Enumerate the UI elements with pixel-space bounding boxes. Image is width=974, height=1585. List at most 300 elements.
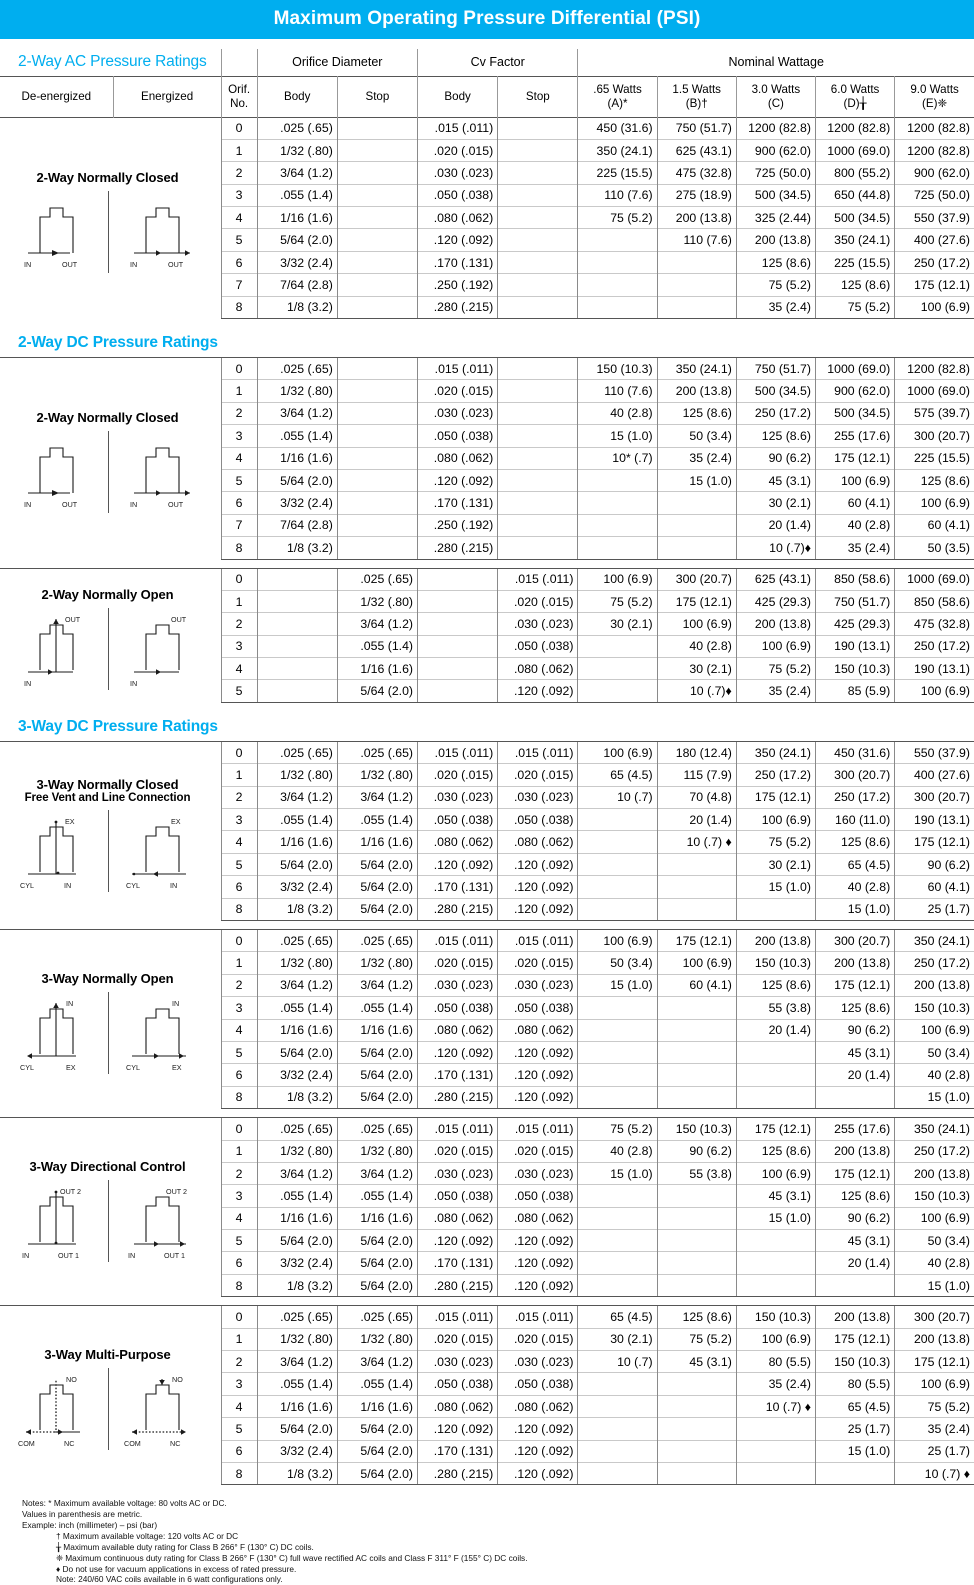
cell-watts-90: 350 (24.1) bbox=[895, 930, 974, 952]
cell-watts-15: 300 (20.7) bbox=[657, 568, 736, 590]
cell-od-stop: .055 (1.4) bbox=[337, 635, 417, 657]
cell-od-body: .055 (1.4) bbox=[257, 425, 337, 447]
cell-orifice-number: 0 bbox=[221, 117, 257, 139]
cell-watts-30 bbox=[736, 1274, 815, 1296]
cell-watts-90: 300 (20.7) bbox=[895, 1306, 974, 1328]
cell-od-stop bbox=[337, 274, 417, 296]
cell-watts-15 bbox=[657, 898, 736, 920]
cell-orifice-number: 8 bbox=[221, 296, 257, 318]
cell-watts-90: 150 (10.3) bbox=[895, 1185, 974, 1207]
cell-cv-body: .120 (.092) bbox=[418, 1418, 498, 1440]
cell-watts-60: 500 (34.5) bbox=[815, 402, 894, 424]
cell-cv-stop: .120 (.092) bbox=[498, 853, 578, 875]
cell-watts-60: 175 (12.1) bbox=[815, 447, 894, 469]
cell-cv-body: .015 (.011) bbox=[418, 930, 498, 952]
cell-watts-065: 15 (1.0) bbox=[578, 1162, 657, 1184]
cell-cv-body: .015 (.011) bbox=[418, 358, 498, 380]
note-line-4: † Maximum available voltage: 120 volts AC or DC bbox=[56, 1530, 239, 1541]
cell-cv-body: .015 (.011) bbox=[418, 1118, 498, 1140]
cell-cv-stop: .120 (.092) bbox=[498, 898, 578, 920]
cell-watts-30: 75 (5.2) bbox=[736, 658, 815, 680]
cell-watts-60: 150 (10.3) bbox=[815, 1351, 894, 1373]
cell-od-body: 1/32 (.80) bbox=[257, 1328, 337, 1350]
cell-watts-30: 725 (50.0) bbox=[736, 162, 815, 184]
cell-watts-60: 255 (17.6) bbox=[815, 425, 894, 447]
cell-watts-60: 200 (13.8) bbox=[815, 952, 894, 974]
cell-cv-body: .250 (.192) bbox=[418, 514, 498, 536]
cell-watts-15: 100 (6.9) bbox=[657, 952, 736, 974]
cell-watts-065 bbox=[578, 274, 657, 296]
cell-od-body: 3/64 (1.2) bbox=[257, 974, 337, 996]
cell-watts-60: 20 (1.4) bbox=[815, 1064, 894, 1086]
cell-watts-30: 100 (6.9) bbox=[736, 635, 815, 657]
cell-watts-15 bbox=[657, 1185, 736, 1207]
cell-watts-60: 500 (34.5) bbox=[815, 207, 894, 229]
cell-watts-90: 100 (6.9) bbox=[895, 492, 974, 514]
cell-watts-065: 110 (7.6) bbox=[578, 184, 657, 206]
cell-od-body: 1/32 (.80) bbox=[257, 764, 337, 786]
cell-watts-15 bbox=[657, 997, 736, 1019]
valve-diagram-3way-nc bbox=[0, 741, 221, 920]
cell-od-body: 1/8 (3.2) bbox=[257, 1274, 337, 1296]
cell-cv-stop: .015 (.011) bbox=[498, 930, 578, 952]
svg-text:EX: EX bbox=[65, 1062, 76, 1072]
cell-od-stop: 5/64 (2.0) bbox=[337, 853, 417, 875]
cell-od-body: 3/32 (2.4) bbox=[257, 1440, 337, 1462]
cell-watts-15 bbox=[657, 1019, 736, 1041]
cell-orifice-number: 8 bbox=[221, 1462, 257, 1484]
valve-diagram-de-energized bbox=[2, 431, 108, 513]
svg-text:COM: COM bbox=[17, 1439, 35, 1449]
cell-od-stop: 5/64 (2.0) bbox=[337, 898, 417, 920]
svg-text:OUT: OUT bbox=[61, 259, 77, 269]
note-line-1: Notes: * Maximum available voltage: 80 volts AC or DC. bbox=[22, 1497, 227, 1508]
cell-watts-90: 60 (4.1) bbox=[895, 514, 974, 536]
cell-watts-60: 450 (31.6) bbox=[815, 741, 894, 763]
cell-watts-15 bbox=[657, 274, 736, 296]
cell-orifice-number: 4 bbox=[221, 207, 257, 229]
cell-od-stop bbox=[337, 380, 417, 402]
cell-watts-60: 425 (29.3) bbox=[815, 613, 894, 635]
cell-cv-stop: .050 (.038) bbox=[498, 1185, 578, 1207]
cell-od-stop bbox=[337, 358, 417, 380]
cell-watts-065: 110 (7.6) bbox=[578, 380, 657, 402]
cell-od-stop bbox=[337, 162, 417, 184]
valve-diagram-2way-nc-ac bbox=[0, 117, 221, 319]
svg-text:IN: IN bbox=[130, 259, 138, 269]
cell-cv-stop bbox=[498, 251, 578, 273]
cell-od-stop: 3/64 (1.2) bbox=[337, 1351, 417, 1373]
cell-watts-065 bbox=[578, 1019, 657, 1041]
valve-diagram-de-energized bbox=[2, 1368, 108, 1450]
cell-cv-stop bbox=[498, 514, 578, 536]
cell-watts-90: 1000 (69.0) bbox=[895, 568, 974, 590]
cell-watts-30: 125 (8.6) bbox=[736, 1140, 815, 1162]
valve-diagram-energized bbox=[108, 431, 214, 513]
header-watts-60: 6.0 Watts (D)╁ bbox=[815, 76, 894, 117]
header-orifice-diameter: Orifice Diameter bbox=[257, 49, 417, 76]
cell-cv-body: .015 (.011) bbox=[418, 1306, 498, 1328]
note-line-7: ♦ Do not use for vacuum applications in excess of rated pressure. bbox=[56, 1563, 297, 1574]
cell-orifice-number: 0 bbox=[221, 358, 257, 380]
cell-watts-30: 30 (2.1) bbox=[736, 492, 815, 514]
cell-watts-065 bbox=[578, 997, 657, 1019]
cell-od-body: 3/64 (1.2) bbox=[257, 162, 337, 184]
cell-cv-stop bbox=[498, 184, 578, 206]
cell-watts-90: 200 (13.8) bbox=[895, 1328, 974, 1350]
cell-watts-15: 50 (3.4) bbox=[657, 425, 736, 447]
cell-od-body: .025 (.65) bbox=[257, 358, 337, 380]
group-gap-row bbox=[0, 702, 974, 711]
cell-od-body: .025 (.65) bbox=[257, 930, 337, 952]
cell-watts-065: 30 (2.1) bbox=[578, 613, 657, 635]
cell-watts-065 bbox=[578, 1373, 657, 1395]
cell-cv-body: .120 (.092) bbox=[418, 1041, 498, 1063]
cell-od-body: 1/32 (.80) bbox=[257, 380, 337, 402]
cell-cv-stop: .050 (.038) bbox=[498, 997, 578, 1019]
cell-od-body: 1/16 (1.6) bbox=[257, 1207, 337, 1229]
cell-od-stop: .025 (.65) bbox=[337, 1118, 417, 1140]
cell-od-stop bbox=[337, 492, 417, 514]
cell-od-stop: 3/64 (1.2) bbox=[337, 786, 417, 808]
cell-watts-30: 45 (3.1) bbox=[736, 469, 815, 491]
cell-watts-90: 15 (1.0) bbox=[895, 1086, 974, 1108]
svg-text:IN: IN bbox=[130, 678, 138, 688]
cell-od-body: 5/64 (2.0) bbox=[257, 1041, 337, 1063]
cell-watts-30: 125 (8.6) bbox=[736, 974, 815, 996]
cell-orifice-number: 3 bbox=[221, 1185, 257, 1207]
cell-watts-30: 35 (2.4) bbox=[736, 296, 815, 318]
cell-od-stop: 1/16 (1.6) bbox=[337, 831, 417, 853]
cell-watts-065 bbox=[578, 635, 657, 657]
svg-text:IN: IN bbox=[63, 880, 71, 890]
svg-text:EX: EX bbox=[64, 816, 75, 826]
cell-watts-15: 15 (1.0) bbox=[657, 469, 736, 491]
cell-od-body: 3/32 (2.4) bbox=[257, 1252, 337, 1274]
cell-watts-065: 10 (.7) bbox=[578, 1351, 657, 1373]
cell-od-stop: .055 (1.4) bbox=[337, 809, 417, 831]
cell-watts-60: 125 (8.6) bbox=[815, 997, 894, 1019]
cell-cv-body: .170 (.131) bbox=[418, 1064, 498, 1086]
cell-orifice-number: 0 bbox=[221, 741, 257, 763]
cell-watts-065: 65 (4.5) bbox=[578, 764, 657, 786]
svg-text:OUT 1: OUT 1 bbox=[164, 1250, 186, 1260]
valve-diagram-2way-nc-dc bbox=[0, 358, 221, 560]
section-heading-two-way-dc: 2-Way DC Pressure Ratings bbox=[18, 333, 218, 351]
cell-orifice-number: 5 bbox=[221, 1418, 257, 1440]
valve-diagram-de-energized bbox=[2, 810, 108, 892]
cell-od-body: 3/64 (1.2) bbox=[257, 1351, 337, 1373]
cell-od-stop bbox=[337, 207, 417, 229]
cell-od-stop bbox=[337, 425, 417, 447]
cell-od-body: 5/64 (2.0) bbox=[257, 1418, 337, 1440]
svg-text:OUT 2: OUT 2 bbox=[166, 1186, 188, 1196]
cell-watts-30: 150 (10.3) bbox=[736, 1306, 815, 1328]
cell-watts-30: 1200 (82.8) bbox=[736, 117, 815, 139]
spacer-orif bbox=[221, 49, 257, 76]
cell-od-body: 1/16 (1.6) bbox=[257, 447, 337, 469]
cell-watts-065: 15 (1.0) bbox=[578, 425, 657, 447]
cell-watts-60 bbox=[815, 1086, 894, 1108]
cell-od-body: 1/32 (.80) bbox=[257, 139, 337, 161]
valve-type-label: 2-Way Normally Closed bbox=[36, 410, 179, 426]
cell-cv-body: .080 (.062) bbox=[418, 1207, 498, 1229]
cell-watts-065 bbox=[578, 831, 657, 853]
cell-watts-30: 325 (2.44) bbox=[736, 207, 815, 229]
cell-watts-15: 180 (12.4) bbox=[657, 741, 736, 763]
cell-watts-30: 250 (17.2) bbox=[736, 764, 815, 786]
cell-od-stop: 1/32 (.80) bbox=[337, 590, 417, 612]
cell-watts-90: 50 (3.5) bbox=[895, 537, 974, 559]
cell-od-stop bbox=[337, 402, 417, 424]
cell-watts-90: 25 (1.7) bbox=[895, 1440, 974, 1462]
cell-od-body: 1/8 (3.2) bbox=[257, 898, 337, 920]
cell-watts-15: 200 (13.8) bbox=[657, 207, 736, 229]
cell-od-stop: 3/64 (1.2) bbox=[337, 613, 417, 635]
cell-cv-stop: .015 (.011) bbox=[498, 741, 578, 763]
cell-watts-065 bbox=[578, 469, 657, 491]
section-heading-row bbox=[0, 711, 974, 741]
cell-orifice-number: 3 bbox=[221, 1373, 257, 1395]
cell-watts-15 bbox=[657, 1230, 736, 1252]
cell-cv-body: .030 (.023) bbox=[418, 162, 498, 184]
cell-watts-60: 125 (8.6) bbox=[815, 1185, 894, 1207]
cell-watts-15: 40 (2.8) bbox=[657, 635, 736, 657]
cell-watts-065: 10 (.7) bbox=[578, 786, 657, 808]
cell-od-body: 3/32 (2.4) bbox=[257, 876, 337, 898]
cell-cv-body: .020 (.015) bbox=[418, 1140, 498, 1162]
cell-watts-30 bbox=[736, 1041, 815, 1063]
cell-watts-065: 450 (31.6) bbox=[578, 117, 657, 139]
cell-watts-065 bbox=[578, 876, 657, 898]
cell-watts-30: 125 (8.6) bbox=[736, 251, 815, 273]
cell-cv-stop: .120 (.092) bbox=[498, 1252, 578, 1274]
cell-watts-90: 15 (1.0) bbox=[895, 1274, 974, 1296]
cell-orifice-number: 0 bbox=[221, 568, 257, 590]
cell-watts-60 bbox=[815, 1274, 894, 1296]
cell-cv-stop bbox=[498, 229, 578, 251]
valve-diagram-energized bbox=[108, 1180, 214, 1262]
cell-od-body: 3/32 (2.4) bbox=[257, 251, 337, 273]
cell-cv-stop bbox=[498, 296, 578, 318]
cell-od-body: 1/32 (.80) bbox=[257, 1140, 337, 1162]
cell-od-body: 1/16 (1.6) bbox=[257, 831, 337, 853]
cell-watts-90: 100 (6.9) bbox=[895, 1019, 974, 1041]
cell-od-body: 1/8 (3.2) bbox=[257, 1462, 337, 1484]
cell-watts-90: 90 (6.2) bbox=[895, 853, 974, 875]
cell-cv-stop: .050 (.038) bbox=[498, 1373, 578, 1395]
cell-watts-15 bbox=[657, 251, 736, 273]
cell-watts-15 bbox=[657, 1086, 736, 1108]
cell-cv-body: .020 (.015) bbox=[418, 764, 498, 786]
cell-od-body: 5/64 (2.0) bbox=[257, 229, 337, 251]
cell-watts-60: 90 (6.2) bbox=[815, 1019, 894, 1041]
cell-watts-60: 75 (5.2) bbox=[815, 296, 894, 318]
cell-orifice-number: 6 bbox=[221, 1252, 257, 1274]
cell-orifice-number: 4 bbox=[221, 831, 257, 853]
cell-watts-60: 175 (12.1) bbox=[815, 974, 894, 996]
cell-orifice-number: 5 bbox=[221, 229, 257, 251]
cell-watts-60: 300 (20.7) bbox=[815, 930, 894, 952]
cell-cv-body: .030 (.023) bbox=[418, 974, 498, 996]
cell-watts-60: 25 (1.7) bbox=[815, 1418, 894, 1440]
section-heading-three-way-dc: 3-Way DC Pressure Ratings bbox=[18, 717, 218, 735]
svg-text:CYL: CYL bbox=[19, 1062, 34, 1072]
cell-od-body: 1/8 (3.2) bbox=[257, 537, 337, 559]
cell-watts-15 bbox=[657, 1395, 736, 1417]
cell-watts-30: 125 (8.6) bbox=[736, 425, 815, 447]
group-gap-row bbox=[0, 1297, 974, 1306]
cell-cv-body: .015 (.011) bbox=[418, 741, 498, 763]
cell-watts-065 bbox=[578, 1185, 657, 1207]
cell-watts-90: 100 (6.9) bbox=[895, 1373, 974, 1395]
cell-watts-30: 35 (2.4) bbox=[736, 1373, 815, 1395]
cell-cv-body: .030 (.023) bbox=[418, 1351, 498, 1373]
cell-od-body bbox=[257, 590, 337, 612]
svg-text:EX: EX bbox=[171, 816, 181, 826]
cell-cv-stop: .015 (.011) bbox=[498, 1118, 578, 1140]
cell-cv-stop: .080 (.062) bbox=[498, 1019, 578, 1041]
cell-watts-90: 250 (17.2) bbox=[895, 1140, 974, 1162]
cell-od-stop: 5/64 (2.0) bbox=[337, 1064, 417, 1086]
cell-cv-stop: .020 (.015) bbox=[498, 1328, 578, 1350]
cell-watts-90: 250 (17.2) bbox=[895, 251, 974, 273]
cell-cv-stop: .120 (.092) bbox=[498, 1041, 578, 1063]
cell-watts-15: 70 (4.8) bbox=[657, 786, 736, 808]
cell-watts-065 bbox=[578, 1230, 657, 1252]
cell-watts-30: 150 (10.3) bbox=[736, 952, 815, 974]
cell-cv-body: .280 (.215) bbox=[418, 1274, 498, 1296]
cell-orifice-number: 2 bbox=[221, 162, 257, 184]
valve-diagram-3way-no bbox=[0, 930, 221, 1109]
cell-od-stop: 3/64 (1.2) bbox=[337, 1162, 417, 1184]
cell-od-body: 3/32 (2.4) bbox=[257, 1064, 337, 1086]
cell-cv-body: .280 (.215) bbox=[418, 1462, 498, 1484]
cell-watts-60: 300 (20.7) bbox=[815, 764, 894, 786]
cell-od-body bbox=[257, 680, 337, 702]
cell-watts-90: 190 (13.1) bbox=[895, 809, 974, 831]
cell-cv-stop: .080 (.062) bbox=[498, 831, 578, 853]
header-watts-15: 1.5 Watts (B)† bbox=[657, 76, 736, 117]
cell-watts-90: 190 (13.1) bbox=[895, 658, 974, 680]
cell-cv-body: .080 (.062) bbox=[418, 831, 498, 853]
cell-watts-90: 100 (6.9) bbox=[895, 680, 974, 702]
cell-watts-065: 75 (5.2) bbox=[578, 207, 657, 229]
cell-cv-body: .120 (.092) bbox=[418, 469, 498, 491]
cell-orifice-number: 4 bbox=[221, 658, 257, 680]
cell-od-stop: 5/64 (2.0) bbox=[337, 1440, 417, 1462]
cell-watts-30: 20 (1.4) bbox=[736, 1019, 815, 1041]
cell-watts-065: 65 (4.5) bbox=[578, 1306, 657, 1328]
header-cv-factor: Cv Factor bbox=[418, 49, 578, 76]
cell-watts-60: 255 (17.6) bbox=[815, 1118, 894, 1140]
cell-watts-60: 45 (3.1) bbox=[815, 1041, 894, 1063]
cell-watts-15: 100 (6.9) bbox=[657, 613, 736, 635]
cell-cv-stop: .080 (.062) bbox=[498, 1207, 578, 1229]
cell-od-body: 1/8 (3.2) bbox=[257, 1086, 337, 1108]
cell-orifice-number: 8 bbox=[221, 1274, 257, 1296]
cell-od-stop: 5/64 (2.0) bbox=[337, 1252, 417, 1274]
cell-od-stop: 5/64 (2.0) bbox=[337, 1086, 417, 1108]
cell-od-stop: 1/16 (1.6) bbox=[337, 658, 417, 680]
note-line-2: Values in parenthesis are metric. bbox=[22, 1508, 143, 1519]
cell-cv-stop: .020 (.015) bbox=[498, 590, 578, 612]
cell-cv-body: .020 (.015) bbox=[418, 1328, 498, 1350]
cell-cv-stop: .015 (.011) bbox=[498, 568, 578, 590]
cell-watts-60: 150 (10.3) bbox=[815, 658, 894, 680]
cell-od-stop: 5/64 (2.0) bbox=[337, 876, 417, 898]
cell-watts-15 bbox=[657, 853, 736, 875]
cell-watts-90: 75 (5.2) bbox=[895, 1395, 974, 1417]
cell-od-stop bbox=[337, 229, 417, 251]
cell-cv-stop bbox=[498, 274, 578, 296]
page-title: Maximum Operating Pressure Differential (PSI) bbox=[0, 0, 974, 39]
cell-watts-15: 625 (43.1) bbox=[657, 139, 736, 161]
cell-od-stop: .025 (.65) bbox=[337, 568, 417, 590]
svg-text:IN: IN bbox=[23, 678, 31, 688]
cell-watts-065: 40 (2.8) bbox=[578, 1140, 657, 1162]
cell-watts-90: 50 (3.4) bbox=[895, 1230, 974, 1252]
cell-watts-30: 55 (3.8) bbox=[736, 997, 815, 1019]
cell-cv-stop: .120 (.092) bbox=[498, 1274, 578, 1296]
cell-orifice-number: 3 bbox=[221, 997, 257, 1019]
header-energized: Energized bbox=[113, 76, 221, 117]
cell-watts-15: 475 (32.8) bbox=[657, 162, 736, 184]
cell-watts-065 bbox=[578, 680, 657, 702]
svg-text:OUT 2: OUT 2 bbox=[59, 1186, 81, 1196]
cell-cv-body: .050 (.038) bbox=[418, 1185, 498, 1207]
cell-orifice-number: 0 bbox=[221, 1118, 257, 1140]
cell-watts-90: 1200 (82.8) bbox=[895, 358, 974, 380]
cell-orifice-number: 0 bbox=[221, 1306, 257, 1328]
cell-od-body: 5/64 (2.0) bbox=[257, 1230, 337, 1252]
cell-watts-60: 1000 (69.0) bbox=[815, 139, 894, 161]
cell-watts-15 bbox=[657, 1041, 736, 1063]
cell-watts-065: 350 (24.1) bbox=[578, 139, 657, 161]
cell-od-body: 1/16 (1.6) bbox=[257, 1395, 337, 1417]
cell-cv-body bbox=[418, 568, 498, 590]
svg-text:IN: IN bbox=[172, 998, 180, 1008]
cell-orifice-number: 0 bbox=[221, 930, 257, 952]
cell-watts-90: 900 (62.0) bbox=[895, 162, 974, 184]
cell-od-body: .025 (.65) bbox=[257, 1306, 337, 1328]
cell-cv-body: .080 (.062) bbox=[418, 1019, 498, 1041]
cell-od-stop bbox=[337, 514, 417, 536]
cell-cv-body: .050 (.038) bbox=[418, 809, 498, 831]
cell-watts-90: 100 (6.9) bbox=[895, 1207, 974, 1229]
cell-watts-065 bbox=[578, 1274, 657, 1296]
table-group-header-row bbox=[0, 49, 974, 76]
header-watts-30: 3.0 Watts (C) bbox=[736, 76, 815, 117]
cell-watts-30: 200 (13.8) bbox=[736, 930, 815, 952]
cell-watts-90: 150 (10.3) bbox=[895, 997, 974, 1019]
cell-watts-90: 850 (58.6) bbox=[895, 590, 974, 612]
cell-cv-stop: .030 (.023) bbox=[498, 1162, 578, 1184]
cell-cv-body: .280 (.215) bbox=[418, 296, 498, 318]
cell-od-stop: .055 (1.4) bbox=[337, 1373, 417, 1395]
cell-watts-30: 500 (34.5) bbox=[736, 380, 815, 402]
cell-cv-body: .170 (.131) bbox=[418, 876, 498, 898]
cell-watts-30: 30 (2.1) bbox=[736, 853, 815, 875]
cell-watts-90: 175 (12.1) bbox=[895, 274, 974, 296]
cell-watts-30: 625 (43.1) bbox=[736, 568, 815, 590]
cell-cv-body bbox=[418, 590, 498, 612]
svg-text:IN: IN bbox=[128, 1250, 136, 1260]
svg-text:NO: NO bbox=[172, 1375, 183, 1385]
cell-watts-15 bbox=[657, 1418, 736, 1440]
cell-watts-30 bbox=[736, 1064, 815, 1086]
cell-cv-body: .030 (.023) bbox=[418, 786, 498, 808]
